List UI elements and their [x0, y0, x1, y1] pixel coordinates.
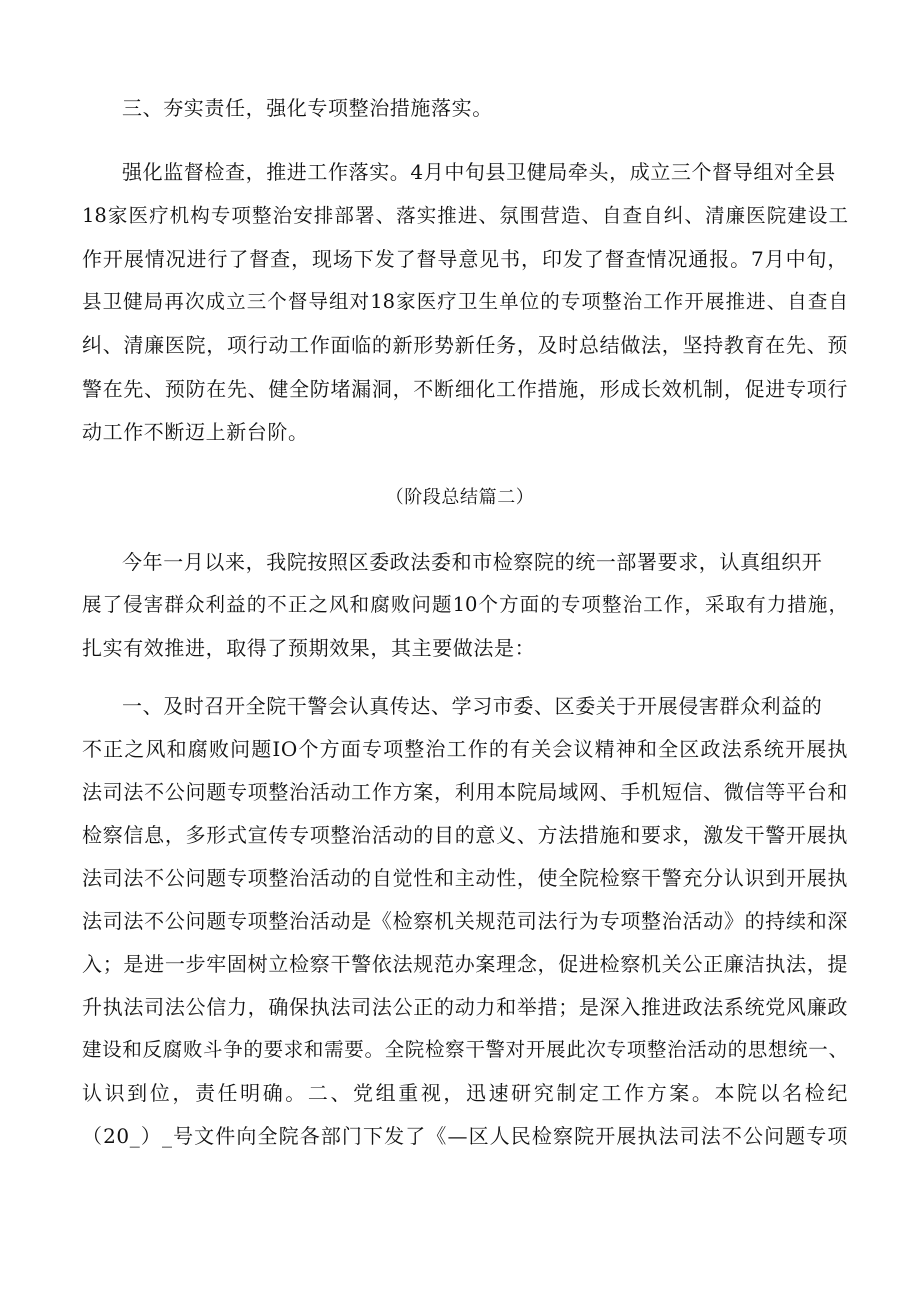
section-heading: 三、夯实责任，强化专项整治措施落实。: [122, 96, 493, 120]
paragraph-line: 强化监督检查，推进工作落实。4月中旬县卫健局牵头，成立三个督导组对全县: [122, 160, 836, 184]
paragraph-line: 不正之风和腐败问题IO个方面专项整治工作的有关会议精神和全区政法系统开展执: [82, 737, 848, 761]
paragraph-line: 警在先、预防在先、健全防堵漏洞，不断细化工作措施，形成长效机制，促进专项行: [82, 377, 848, 401]
paragraph-line: 动工作不断迈上新台阶。: [82, 420, 309, 444]
paragraph-line: 今年一月以来，我院按照区委政法委和市检察院的统一部署要求，认真组织开: [122, 550, 823, 574]
paragraph-line: 县卫健局再次成立三个督导组对18家医疗卫生单位的专项整治工作开展推进、自查自: [82, 290, 848, 313]
paragraph-line: 认识到位，责任明确。二、党组重视，迅速研究制定工作方案。本院以名检纪: [82, 1081, 848, 1105]
paragraph-line: 建设和反腐败斗争的要求和需要。全院检察干警对开展此次专项整治活动的思想统一、: [82, 1038, 848, 1061]
paragraph-line: 纠、清廉医院，项行动工作面临的新形势新任务，及时总结做法，坚持教育在先、预: [82, 333, 848, 357]
paragraph-line: 入；是进一步牢固树立检察干警依法规范办案理念，促进检察机关公正廉洁执法，提: [82, 952, 848, 976]
paragraph-line: 作开展情况进行了督查，现场下发了督导意见书，印发了督查情况通报。7月中旬，: [82, 247, 848, 271]
section-subtitle: （阶段总结篇二）: [385, 487, 535, 508]
paragraph-line: （20_）_号文件向全院各部门下发了《—区人民检察院开展执法司法不公问题专项: [82, 1124, 848, 1148]
paragraph-line: 法司法不公问题专项整治活动是《检察机关规范司法行为专项整治活动》的持续和深: [82, 909, 848, 933]
paragraph-line: 法司法不公问题专项整治活动的自觉性和主动性，使全院检察干警充分认识到开展执: [82, 866, 848, 890]
paragraph-line: 一、及时召开全院干警会认真传达、学习市委、区委关于开展侵害群众利益的: [122, 694, 823, 718]
paragraph-line: 18家医疗机构专项整治安排部署、落实推进、氛围营造、自查自纠、清廉医院建设工: [82, 204, 848, 227]
paragraph-line: 扎实有效推进，取得了预期效果，其主要做法是：: [82, 636, 536, 660]
paragraph-line: 法司法不公问题专项整治活动工作方案，利用本院局域网、手机短信、微信等平台和: [82, 780, 848, 804]
paragraph-line: 升执法司法公信力，确保执法司法公正的动力和举措；是深入推进政法系统党风廉政: [82, 995, 848, 1019]
paragraph-line: 展了侵害群众利益的不正之风和腐败问题10个方面的专项整治工作，采取有力措施，: [82, 593, 848, 616]
paragraph-line: 检察信息，多形式宣传专项整治活动的目的意义、方法措施和要求，激发干警开展执: [82, 823, 848, 847]
